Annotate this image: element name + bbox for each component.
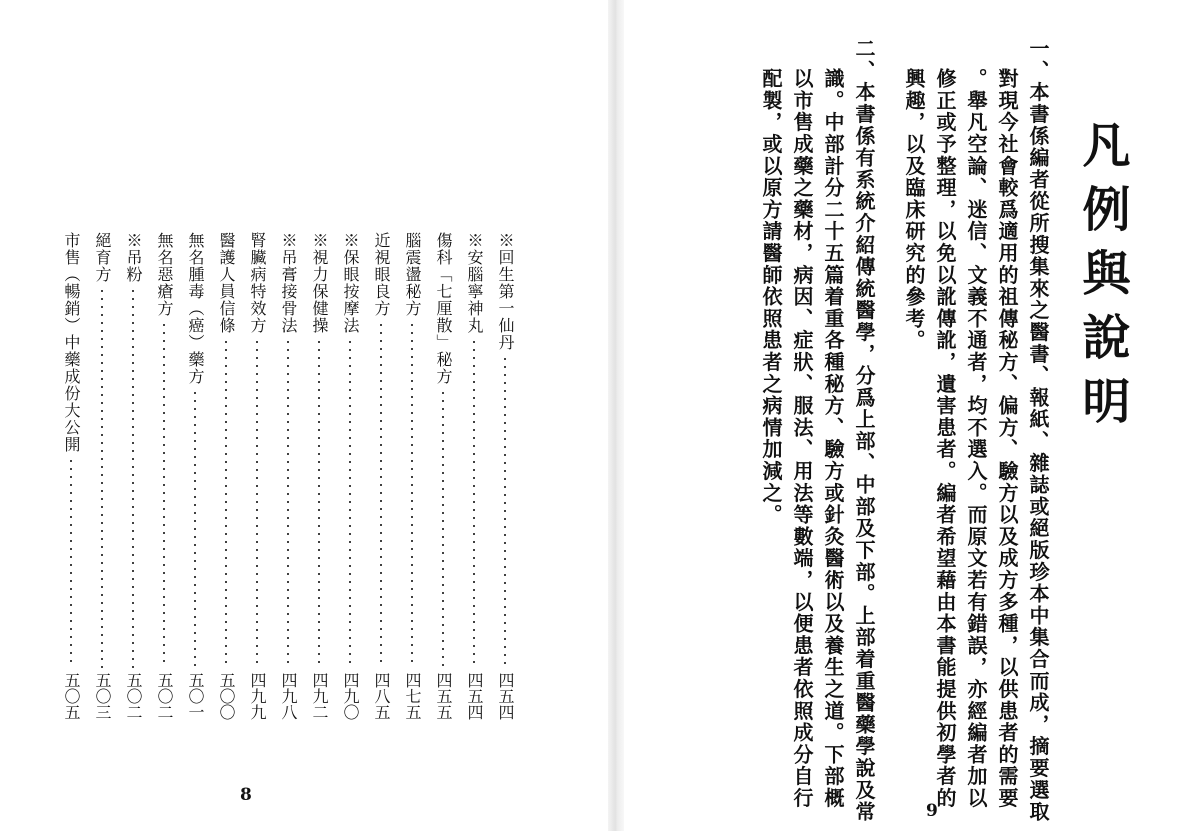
dot-leader	[101, 287, 103, 668]
toc-entry	[370, 232, 392, 720]
toc-entry-title: ※吊膏接骨法	[279, 232, 298, 334]
dot-leader	[287, 338, 289, 668]
toc-entry-page: 四九〇	[341, 672, 360, 720]
toc-entry	[308, 232, 330, 720]
preface-column: 二、本書係有系統介紹傳統醫學，分爲上部、中部及下部。上部着重醫藥學說及常	[852, 38, 876, 823]
dot-leader	[380, 321, 382, 668]
dot-leader	[318, 338, 320, 668]
toc-entry-page: 五〇五	[62, 672, 81, 720]
toc-entry-title: ※安腦寧神丸	[465, 232, 484, 334]
toc-entry-page: 四五五	[434, 672, 453, 720]
toc-entry	[60, 232, 82, 720]
dot-leader	[504, 355, 506, 668]
toc-entry	[246, 232, 268, 720]
toc-entry-title: 腦震盪秘方	[403, 232, 422, 317]
toc-entry	[463, 232, 485, 720]
dot-leader	[411, 321, 413, 668]
toc-entry-title: 絕育方	[93, 232, 112, 283]
toc-entry-page: 四五四	[496, 672, 515, 720]
dot-leader	[225, 338, 227, 668]
preface-column: 配製，或以原方請醫師依照患者之病情加減之。	[759, 68, 783, 526]
preface-text	[757, 38, 1052, 823]
preface-column: 以市售成藥之藥材，病因、症狀、服法、用法等數端，以便患者依照成分自行	[790, 68, 814, 810]
toc-entry	[494, 232, 516, 720]
toc-entry	[401, 232, 423, 720]
toc-entry	[153, 232, 175, 720]
page-number: 8	[240, 785, 252, 805]
toc-entry-page: 五〇三	[93, 672, 112, 720]
toc-entry-page: 五〇二	[155, 672, 174, 720]
toc-entry-title: 傷科「七厘散」秘方	[434, 232, 453, 385]
toc-entry	[432, 232, 454, 720]
toc-entry-page: 四五四	[465, 672, 484, 720]
toc-entry-page: 四九二	[310, 672, 329, 720]
dot-leader	[70, 457, 72, 668]
toc-entry-title: 市售（暢銷）中藥成份大公開	[62, 232, 81, 453]
toc-entry-page: 四八五	[372, 672, 391, 720]
toc-entry-title: ※吊粉	[124, 232, 143, 283]
toc-entry-title: 近視眼良方	[372, 232, 391, 317]
page-title: 凡例與說明	[1074, 120, 1130, 440]
toc-entry-page: 四七五	[403, 672, 422, 720]
toc-entry-page: 五〇二	[124, 672, 143, 720]
dot-leader	[194, 389, 196, 668]
preface-column: 識。中部計分二十五篇着重各種秘方、驗方或針灸醫術以及養生之道。下部概	[821, 68, 845, 810]
preface-column: 修正或予整理，以免以訛傳訛，遺害患者。編者希望藉由本書能提供初學者的	[933, 68, 957, 810]
toc-entry-title: 無名腫毒（癌）藥方	[186, 232, 205, 385]
toc-entry-page: 四九九	[248, 672, 267, 720]
toc-entry	[339, 232, 361, 720]
preface-column: 一、本書係編者從所搜集來之醫書、報紙、雜誌或絕版珍本中集合而成，摘要選取	[1026, 38, 1050, 823]
toc-entry	[215, 232, 237, 720]
dot-leader	[473, 338, 475, 668]
dot-leader	[442, 389, 444, 668]
toc-entry	[184, 232, 206, 720]
toc-entry-page: 五〇一	[186, 672, 205, 720]
preface-column: 對現今社會較爲適用的祖傳秘方、偏方、驗方以及成方多種，以供患者的需要	[995, 68, 1019, 810]
dot-leader	[256, 338, 258, 668]
right-page	[624, 0, 1204, 831]
toc-entry	[122, 232, 144, 720]
table-of-contents	[60, 232, 516, 720]
preface-column: 。舉凡空論、迷信、文義不通者，均不選入。而原文若有錯誤，亦經編者加以	[964, 68, 988, 810]
toc-entry-page: 四九八	[279, 672, 298, 720]
toc-entry-title: 醫護人員信條	[217, 232, 236, 334]
preface-column: 興趣，以及臨床研究的參考。	[902, 68, 926, 352]
page-number: 9	[926, 801, 938, 821]
toc-entry-title: ※視力保健操	[310, 232, 329, 334]
dot-leader	[163, 321, 165, 668]
dot-leader	[132, 287, 134, 668]
paragraph-gap	[881, 38, 897, 823]
toc-entry	[277, 232, 299, 720]
toc-entry-title: ※保眼按摩法	[341, 232, 360, 334]
toc-entry-title: 腎臟病特效方	[248, 232, 267, 334]
book-gutter	[608, 0, 624, 831]
toc-entry-title: 無名惡瘡方	[155, 232, 174, 317]
toc-entry-title: ※回生第一仙丹	[496, 232, 515, 351]
dot-leader	[349, 338, 351, 668]
toc-entry-page: 五〇〇	[217, 672, 236, 720]
toc-entry	[91, 232, 113, 720]
